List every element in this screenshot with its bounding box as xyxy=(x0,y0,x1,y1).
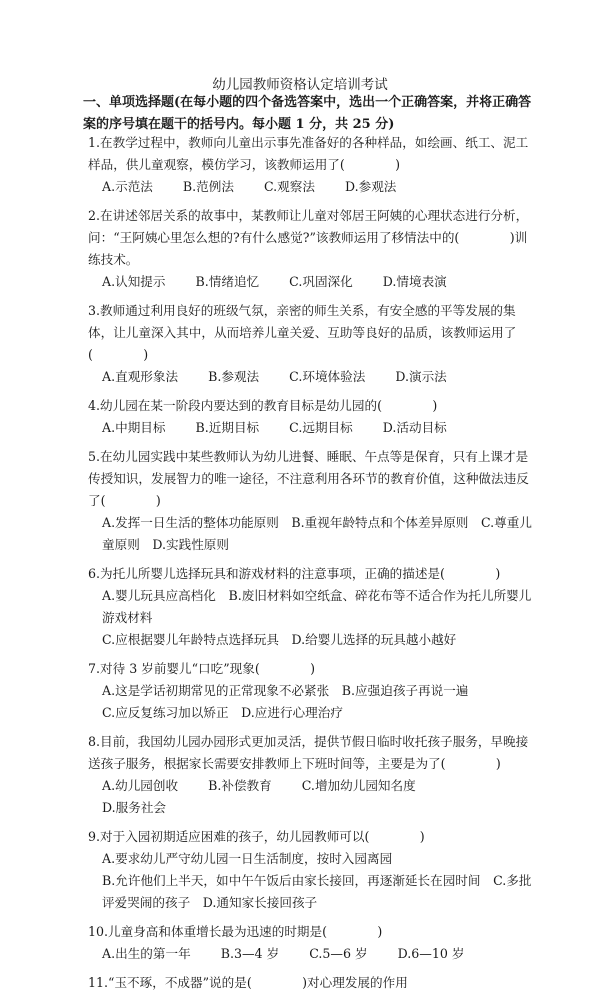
question-2 xyxy=(88,205,533,293)
question-11 xyxy=(88,972,533,994)
option-a: A.认知提示 xyxy=(102,274,166,289)
option-a: A.幼儿园创收 xyxy=(102,778,179,793)
option-b: B.范例法 xyxy=(182,179,234,194)
question-5 xyxy=(88,446,533,556)
question-4 xyxy=(88,395,533,439)
option-row xyxy=(88,366,533,388)
question-stem: 9.对于入园初期适应困难的孩子，幼儿园教师可以( ) xyxy=(88,829,425,844)
question-stem: 8.目前，我国幼儿园办园形式更加灵活，提供节假日临时收托孩子服务，早晚接送孩子服务，根据家长需要安排教师上下班时间等，主要是为了( ) xyxy=(88,734,529,771)
question-1 xyxy=(88,132,533,198)
option-b: B.补偿教育 xyxy=(208,778,272,793)
option-b: B.3—4 岁 xyxy=(220,946,280,961)
option-d: D.演示法 xyxy=(395,369,447,384)
option-row xyxy=(88,848,533,914)
question-7 xyxy=(88,658,533,724)
option-line: C.应根据婴儿年龄特点选择玩具 D.给婴儿选择的玩具越小越好 xyxy=(102,632,457,647)
question-stem: 2.在讲述邻居关系的故事中，某教师让儿童对邻居王阿姨的心理状态进行分析，问：“王阿姨心里怎么想的?有什么感觉?”该教师运用了移情法中的( )训练技术。 xyxy=(88,208,529,267)
question-stem: 4.幼儿园在某一阶段内要达到的教育目标是幼儿园的( ) xyxy=(88,398,438,413)
question-stem: 3.教师通过利用良好的班级气氛，亲密的师生关系，有安全感的平等发展的集体，让儿童深入其中，从而培养儿童关爱、互助等良好的品质，该教师运用了( ) xyxy=(88,303,517,362)
option-line: B.允许他们上半天，如中午午饭后由家长接回，再逐渐延长在园时间 C.多批评爱哭闹的孩子 D.通知家长接回孩子 xyxy=(102,873,532,910)
question-list xyxy=(88,132,533,1001)
question-3 xyxy=(88,300,533,388)
option-c: C.观察法 xyxy=(263,179,315,194)
exam-title: 幼儿园教师资格认定培训考试 xyxy=(212,77,388,93)
option-c: C.远期目标 xyxy=(289,420,353,435)
section-instructions: 一、单项选择题(在每小题的四个备选答案中，选出一个正确答案，并将正确答案的序号填在题干的括号内。每小题 1 分，共 25 分) xyxy=(83,95,532,132)
option-d: D.服务社会 xyxy=(102,800,167,815)
question-6 xyxy=(88,563,533,651)
option-a: A.出生的第一年 xyxy=(102,946,191,961)
question-stem: 11.“玉不琢，不成器”说的是( )对心理发展的作用 xyxy=(88,975,408,990)
option-line: C.应反复练习加以矫正 D.应进行心理治疗 xyxy=(102,705,343,720)
option-row xyxy=(88,417,533,439)
option-d: D.参观法 xyxy=(344,179,397,194)
option-b: B.参观法 xyxy=(208,369,260,384)
option-c: C.环境体验法 xyxy=(289,369,366,384)
question-stem: 5.在幼儿园实践中某些教师认为幼儿进餐、睡眠、午点等是保育，只有上课才是传授知识，发展智力的唯一途径，不注意利用各环节的教育价值，这种做法违反了( ) xyxy=(88,449,529,508)
option-row: A.发挥一日生活的整体功能原则 B.重视年龄特点和个体差异原则 C.尊重儿童原则 D.实践性原则 xyxy=(102,515,532,552)
option-line: A.婴儿玩具应高档化 B.废旧材料如空纸盒、碎花布等不适合作为托儿所婴儿游戏材料 xyxy=(102,588,532,625)
option-row xyxy=(88,775,533,819)
option-c: C.增加幼儿园知名度 xyxy=(301,778,416,793)
question-stem: 7.对待 3 岁前婴儿“口吃”现象( ) xyxy=(88,661,316,676)
option-b: B.情绪追忆 xyxy=(195,274,260,289)
question-stem: 1.在教学过程中，教师向儿童出示事先准备好的各种样品，如绘画、纸工、泥工样品，供儿童观察，模仿学习，该教师运用了( ) xyxy=(88,135,529,172)
option-a: A.示范法 xyxy=(102,179,153,194)
option-d: D.活动目标 xyxy=(382,420,447,435)
option-row xyxy=(88,680,533,724)
option-d: D.情境表演 xyxy=(382,274,447,289)
option-c: C.巩固深化 xyxy=(289,274,353,289)
question-10 xyxy=(88,921,533,965)
option-a: A.中期目标 xyxy=(102,420,166,435)
option-line: A.要求幼儿严守幼儿园一日生活制度，按时入园离园 xyxy=(102,851,393,866)
option-row xyxy=(88,585,533,651)
option-a: A.直观形象法 xyxy=(102,369,179,384)
question-9 xyxy=(88,826,533,914)
option-row xyxy=(88,271,533,293)
question-stem: 10.儿童身高和体重增长最为迅速的时期是( ) xyxy=(88,924,383,939)
question-stem: 6.为托儿所婴儿选择玩具和游戏材料的注意事项，正确的描述是( ) xyxy=(88,566,501,581)
option-d: D.6—10 岁 xyxy=(397,946,465,961)
option-row xyxy=(88,943,533,965)
question-8 xyxy=(88,731,533,819)
option-row xyxy=(88,176,533,198)
option-c: C.5—6 岁 xyxy=(309,946,368,961)
option-b: B.近期目标 xyxy=(195,420,260,435)
option-line: A.这是学话初期常见的正常现象不必紧张 B.应强迫孩子再说一遍 xyxy=(102,683,469,698)
